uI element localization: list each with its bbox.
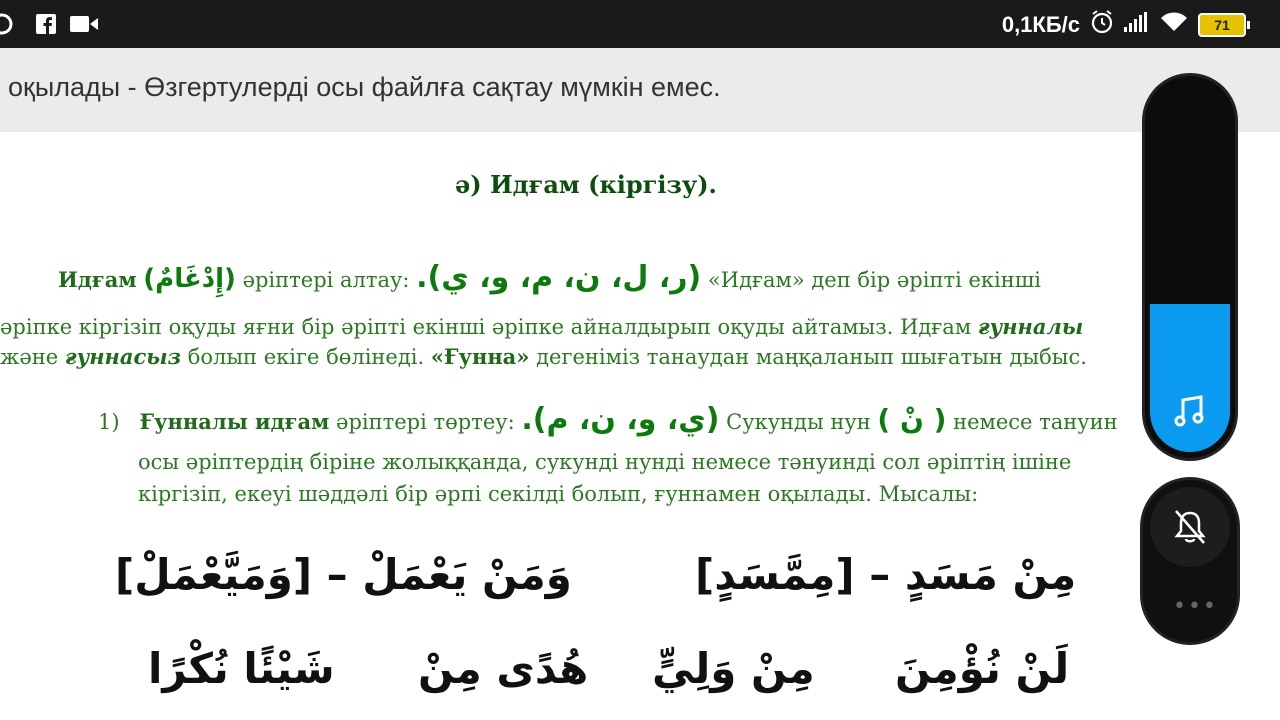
- text-or-tanwin: немесе тануин: [953, 410, 1118, 434]
- gunnaly-idgam-term: Ғунналы идғам: [139, 409, 330, 434]
- paragraph-line-3: [0, 344, 1087, 369]
- example-2: [695, 550, 1076, 599]
- example-5: مِنْ وَلِيٍّ: [652, 644, 815, 693]
- gunnasyz-term: ғуннасыз: [64, 344, 182, 369]
- text-and: және: [0, 345, 59, 369]
- signal-icon: [1124, 12, 1150, 38]
- example-1: [115, 550, 572, 599]
- list-item-1-line-2: осы әріптердің біріне жолыққанда, сукунді нунді немесе тәнуинді сол әріптің ішіне: [138, 450, 1072, 474]
- alarm-icon: [1090, 10, 1114, 40]
- example-1-result: [وَمَيَّعْمَلْ]: [115, 550, 313, 599]
- music-note-icon: [1173, 394, 1207, 432]
- circle-icon: [0, 12, 22, 41]
- text-sukun-nun: Сукунды нун: [726, 410, 871, 434]
- text-letters-count: әріптері алтау:: [242, 268, 410, 292]
- gunnaly-term: ғунналы: [977, 314, 1084, 339]
- wifi-icon: [1160, 12, 1188, 38]
- idgam-arabic: (إِدْغَامٌ): [143, 264, 236, 294]
- bell-off-icon: [1174, 509, 1206, 549]
- gunnaly-letters: (ي، و، ن، م).: [521, 402, 720, 437]
- paragraph-line-1: [58, 260, 1041, 295]
- example-2-words: مِنْ مَسَدٍ: [904, 550, 1077, 599]
- read-only-banner: [0, 48, 1280, 132]
- gunna-term: «Ғунна»: [430, 344, 530, 369]
- battery-icon: 71: [1198, 13, 1246, 37]
- idgam-letters: (ر، ل، ن، م، و، ي).: [416, 260, 702, 295]
- example-6: لَنْ نُؤْمِنَ: [895, 644, 1070, 693]
- text-definition-start: «Идғам» деп бір әріпті екінші: [707, 268, 1041, 292]
- banner-text: оқылады - Өзгертулерді осы файлға сақтау мүмкін емес.: [8, 72, 721, 102]
- status-bar: [0, 0, 1280, 48]
- example-3: شَيْئًا نُكْرًا: [148, 644, 335, 693]
- text-gunna-def: дегеніміз танаудан маңқаланып шығатын дыбыс.: [536, 345, 1087, 369]
- mute-toggle-button[interactable]: [1150, 487, 1230, 567]
- text-divided: болып екіге бөлінеді.: [187, 345, 425, 369]
- network-speed: 0,1КБ/с: [1001, 12, 1080, 37]
- idgam-term: Идғам: [58, 267, 137, 292]
- more-options-icon[interactable]: •••: [1173, 594, 1218, 619]
- document-page: [0, 132, 1140, 720]
- page-heading: ә) Идғам (кіргізу).: [455, 170, 717, 199]
- ringer-panel: [1143, 480, 1237, 642]
- example-1-dash: –: [326, 550, 348, 599]
- example-2-result: [مِمَّسَدٍ]: [695, 550, 855, 599]
- list-item-1-line-3: кіргізіп, екеуі шәддәлі бір әрпі секілді болып, ғуннамен оқылады. Мысалы:: [138, 482, 979, 506]
- facebook-icon: [36, 14, 56, 39]
- text-definition-cont: әріпке кіргізіп оқуды яғни бір әріпті екінші әріпке айналдырып оқуды айтамыз. Идғам: [0, 315, 972, 339]
- example-4: هُدًى مِنْ: [418, 644, 589, 693]
- list-number: 1): [98, 410, 120, 434]
- list-item-1: [98, 402, 1118, 437]
- volume-slider[interactable]: [1145, 76, 1235, 458]
- paragraph-line-2: [0, 314, 1083, 339]
- text-four-letters: әріптері төртеу:: [336, 410, 515, 434]
- video-icon: [70, 15, 98, 38]
- nun-sukun: ( نْ ): [877, 403, 947, 436]
- example-2-dash: –: [869, 550, 891, 599]
- example-1-words: وَمَنْ يَعْمَلْ: [362, 550, 572, 599]
